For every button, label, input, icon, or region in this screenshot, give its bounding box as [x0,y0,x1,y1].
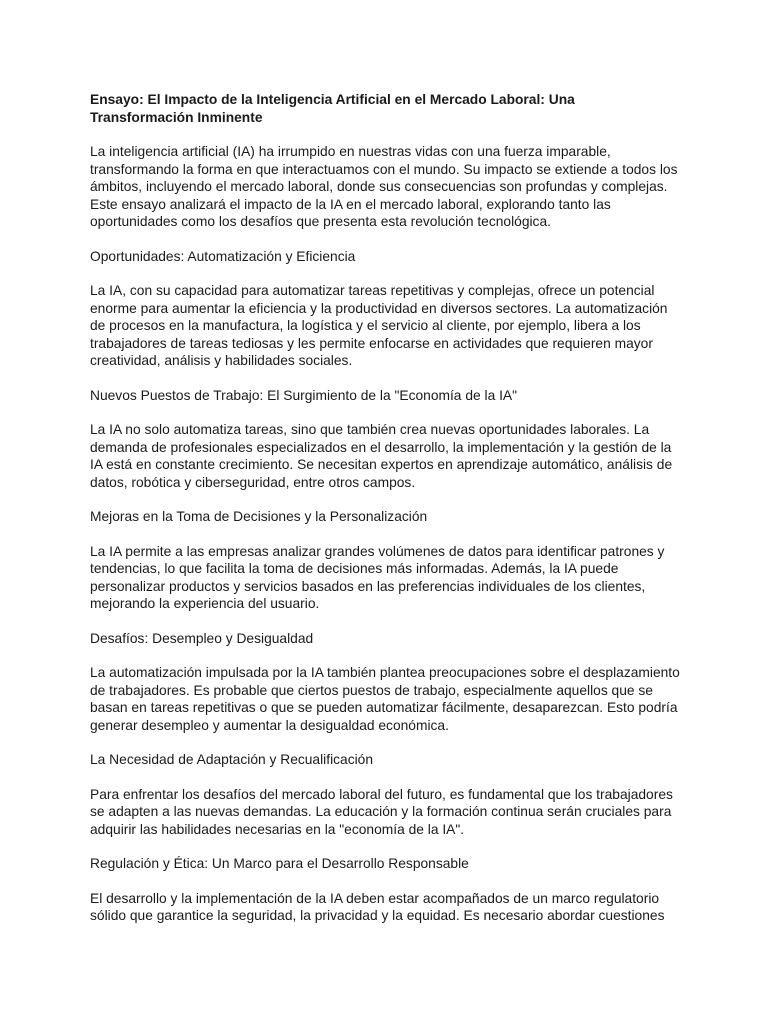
section-heading-adaptation: La Necesidad de Adaptación y Recualificación [90,752,374,767]
intro-paragraph: La inteligencia artificial (IA) ha irrumpido en nuestras vidas con una fuerza imparable, transformando la forma en que interactuamos con el mundo. Su impacto se extiende a todos los ámbitos, incluyendo el mercado laboral, donde sus consecuencias son profundas y complejas. Este ensayo analizará el impacto de la IA en el mercado laboral, explorando tanto las oportunidades como los desafíos que presenta esta revolución tecnológica. [90,144,678,229]
challenges-paragraph: La automatización impulsada por la IA también plantea preocupaciones sobre el desplazamiento de trabajadores. Es probable que ciertos puestos de trabajo, especialmente aquellos que se basan en tareas repetitivas o que se pueden automatizar fácilmente, desaparezcan. Esto podría generar desempleo y aumentar la desigualdad económica. [90,665,680,733]
section-heading-challenges: Desafíos: Desempleo y Desigualdad [90,630,314,646]
section-heading-regulation: Regulación y Ética: Un Marco para el Desarrollo Responsable [90,856,469,871]
opportunities-paragraph: La IA, con su capacidad para automatizar tareas repetitivas y complejas, ofrece un potencial enorme para aumentar la eficiencia y la productividad en diversos sectores. La automatización de procesos en la manufactura, la logística y el servicio al cliente, por ejemplo, libera a los trabajadores de tareas tediosas y les permite enfocarse en actividades que requieren mayor creatividad, análisis y habilidades sociales. [90,283,668,368]
section-heading-opportunities: Oportunidades: Automatización y Eficiencia [90,248,356,264]
regulation-paragraph: El desarrollo y la implementación de la IA deben estar acompañados de un marco regulatorio sólido que garantice la seguridad, la privacidad y la equidad. Es necesario abordar cuestiones [90,890,665,923]
section-heading-new-jobs: Nuevos Puestos de Trabajo: El Surgimiento de la "Economía de la IA" [90,387,518,403]
section-heading-decisions: Mejoras en la Toma de Decisiones y la Personalización [90,509,428,524]
new-jobs-paragraph: La IA no solo automatiza tareas, sino que también crea nuevas oportunidades laborales. La demanda de profesionales especializados en el desarrollo, la implementación y la gestión de la IA está en constante crecimiento. Se necesitan expertos en aprendizaje automático, análisis de datos, robótica y ciberseguridad, entre otros campos. [90,422,673,490]
essay-title: Ensayo: El Impacto de la Inteligencia Artificial en el Mercado Laboral: Una Transformación Inminente [90,92,575,125]
document-page [90,91,680,942]
decisions-paragraph: La IA permite a las empresas analizar grandes volúmenes de datos para identificar patrones y tendencias, lo que facilita la toma de decisiones más informadas. Además, la IA puede personalizar productos y servicios basados en las preferencias individuales de los clientes, mejorando la experiencia del usuario. [90,543,665,611]
adaptation-paragraph: Para enfrentar los desafíos del mercado laboral del futuro, es fundamental que los trabajadores se adapten a las nuevas demandas. La educación y la formación continua serán cruciales para adquirir las habilidades necesarias en la "economía de la IA". [90,786,673,837]
